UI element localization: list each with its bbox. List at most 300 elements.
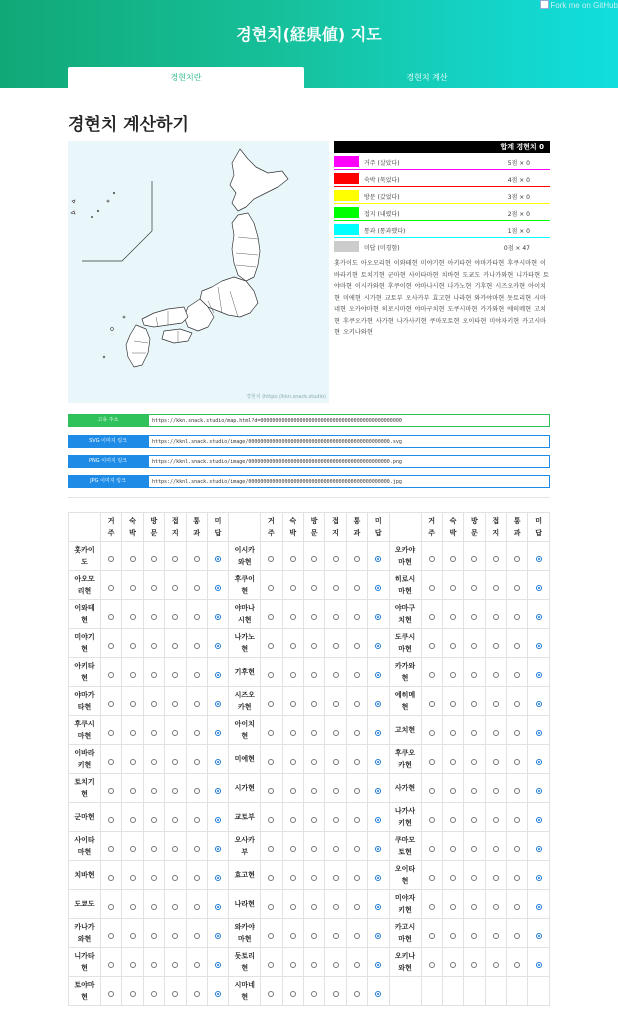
radio-option[interactable] — [130, 788, 136, 794]
radio-selected[interactable] — [536, 933, 542, 939]
radio-option[interactable] — [151, 556, 157, 562]
radio-selected[interactable] — [536, 962, 542, 968]
link-url-field[interactable] — [148, 455, 550, 468]
radio-option[interactable] — [290, 556, 296, 562]
radio-option[interactable] — [354, 585, 360, 591]
radio-option[interactable] — [108, 614, 114, 620]
radio-option[interactable] — [493, 643, 499, 649]
prefecture-name: 오키나와현 — [389, 948, 421, 977]
radio-option[interactable] — [290, 730, 296, 736]
radio-option[interactable] — [108, 991, 114, 997]
grid-cell — [346, 977, 367, 1006]
radio-option[interactable] — [268, 759, 274, 765]
radio-option[interactable] — [493, 730, 499, 736]
radio-option[interactable] — [194, 556, 200, 562]
radio-selected[interactable] — [536, 788, 542, 794]
radio-option[interactable] — [450, 759, 456, 765]
radio-selected[interactable] — [375, 556, 381, 562]
radio-option[interactable] — [108, 788, 114, 794]
radio-option[interactable] — [151, 730, 157, 736]
radio-option[interactable] — [108, 701, 114, 707]
radio-option[interactable] — [514, 875, 520, 881]
radio-option[interactable] — [108, 875, 114, 881]
radio-option[interactable] — [290, 614, 296, 620]
radio-selected[interactable] — [215, 759, 221, 765]
radio-option[interactable] — [151, 614, 157, 620]
radio-option[interactable] — [194, 614, 200, 620]
radio-option[interactable] — [493, 817, 499, 823]
radio-option[interactable] — [172, 962, 178, 968]
radio-selected[interactable] — [375, 788, 381, 794]
radio-option[interactable] — [493, 846, 499, 852]
radio-option[interactable] — [290, 585, 296, 591]
radio-option[interactable] — [354, 933, 360, 939]
radio-option[interactable] — [333, 962, 339, 968]
radio-option[interactable] — [429, 643, 435, 649]
radio-option[interactable] — [268, 643, 274, 649]
radio-option[interactable] — [333, 556, 339, 562]
radio-selected[interactable] — [375, 759, 381, 765]
radio-option[interactable] — [354, 672, 360, 678]
radio-option[interactable] — [354, 962, 360, 968]
radio-option[interactable] — [130, 585, 136, 591]
radio-option[interactable] — [429, 846, 435, 852]
radio-selected[interactable] — [536, 875, 542, 881]
radio-option[interactable] — [268, 817, 274, 823]
radio-option[interactable] — [429, 585, 435, 591]
radio-option[interactable] — [268, 730, 274, 736]
radio-option[interactable] — [311, 991, 317, 997]
radio-option[interactable] — [268, 991, 274, 997]
radio-option[interactable] — [493, 962, 499, 968]
radio-option[interactable] — [172, 788, 178, 794]
radio-selected[interactable] — [215, 730, 221, 736]
radio-option[interactable] — [429, 701, 435, 707]
radio-option[interactable] — [151, 788, 157, 794]
radio-option[interactable] — [172, 991, 178, 997]
grid-cell — [101, 716, 122, 745]
radio-selected[interactable] — [215, 875, 221, 881]
radio-selected[interactable] — [215, 643, 221, 649]
grid-cell — [261, 861, 282, 890]
radio-selected[interactable] — [536, 672, 542, 678]
radio-option[interactable] — [172, 846, 178, 852]
radio-option[interactable] — [354, 875, 360, 881]
radio-option[interactable] — [311, 672, 317, 678]
radio-option[interactable] — [108, 585, 114, 591]
radio-option[interactable] — [194, 962, 200, 968]
radio-option[interactable] — [268, 701, 274, 707]
radio-option[interactable] — [514, 585, 520, 591]
radio-option[interactable] — [130, 991, 136, 997]
radio-option[interactable] — [333, 904, 339, 910]
radio-option[interactable] — [194, 730, 200, 736]
radio-option[interactable] — [429, 904, 435, 910]
radio-option[interactable] — [354, 991, 360, 997]
radio-option[interactable] — [194, 759, 200, 765]
radio-selected[interactable] — [536, 701, 542, 707]
radio-option[interactable] — [429, 614, 435, 620]
radio-option[interactable] — [151, 701, 157, 707]
radio-option[interactable] — [194, 788, 200, 794]
radio-option[interactable] — [172, 759, 178, 765]
radio-option[interactable] — [471, 730, 477, 736]
radio-option[interactable] — [311, 643, 317, 649]
radio-option[interactable] — [311, 788, 317, 794]
radio-option[interactable] — [151, 817, 157, 823]
radio-option[interactable] — [194, 904, 200, 910]
radio-option[interactable] — [450, 672, 456, 678]
radio-option[interactable] — [268, 904, 274, 910]
radio-selected[interactable] — [215, 991, 221, 997]
radio-option[interactable] — [514, 788, 520, 794]
radio-selected[interactable] — [536, 817, 542, 823]
radio-option[interactable] — [493, 788, 499, 794]
radio-option[interactable] — [172, 701, 178, 707]
grid-cell — [442, 803, 463, 832]
radio-option[interactable] — [354, 701, 360, 707]
radio-option[interactable] — [471, 817, 477, 823]
legend-swatch — [334, 190, 359, 201]
radio-option[interactable] — [493, 759, 499, 765]
radio-option[interactable] — [151, 991, 157, 997]
radio-option[interactable] — [268, 614, 274, 620]
radio-selected[interactable] — [375, 962, 381, 968]
radio-option[interactable] — [450, 585, 456, 591]
radio-option[interactable] — [514, 643, 520, 649]
radio-selected[interactable] — [215, 672, 221, 678]
radio-option[interactable] — [151, 759, 157, 765]
radio-option[interactable] — [290, 962, 296, 968]
radio-selected[interactable] — [375, 933, 381, 939]
tab-calculate[interactable]: 경현치 계산 — [406, 73, 448, 82]
radio-option[interactable] — [172, 904, 178, 910]
radio-option[interactable] — [151, 672, 157, 678]
radio-option[interactable] — [429, 875, 435, 881]
radio-option[interactable] — [151, 904, 157, 910]
radio-selected[interactable] — [375, 701, 381, 707]
radio-option[interactable] — [354, 556, 360, 562]
radio-option[interactable] — [194, 991, 200, 997]
radio-option[interactable] — [333, 701, 339, 707]
radio-option[interactable] — [311, 730, 317, 736]
radio-option[interactable] — [471, 788, 477, 794]
radio-selected[interactable] — [536, 904, 542, 910]
radio-option[interactable] — [354, 614, 360, 620]
radio-option[interactable] — [311, 759, 317, 765]
radio-option[interactable] — [172, 585, 178, 591]
radio-option[interactable] — [354, 730, 360, 736]
radio-option[interactable] — [429, 556, 435, 562]
radio-option[interactable] — [290, 817, 296, 823]
radio-option[interactable] — [471, 672, 477, 678]
radio-option[interactable] — [268, 846, 274, 852]
radio-option[interactable] — [450, 875, 456, 881]
radio-option[interactable] — [333, 817, 339, 823]
radio-option[interactable] — [194, 701, 200, 707]
radio-option[interactable] — [429, 817, 435, 823]
radio-option[interactable] — [354, 817, 360, 823]
radio-option[interactable] — [108, 672, 114, 678]
radio-option[interactable] — [493, 556, 499, 562]
radio-option[interactable] — [151, 875, 157, 881]
radio-selected[interactable] — [215, 904, 221, 910]
radio-option[interactable] — [194, 875, 200, 881]
radio-option[interactable] — [450, 701, 456, 707]
radio-option[interactable] — [354, 788, 360, 794]
radio-selected[interactable] — [215, 701, 221, 707]
radio-option[interactable] — [290, 875, 296, 881]
radio-option[interactable] — [450, 556, 456, 562]
radio-option[interactable] — [311, 817, 317, 823]
radio-option[interactable] — [290, 904, 296, 910]
radio-option[interactable] — [333, 585, 339, 591]
radio-selected[interactable] — [375, 991, 381, 997]
github-fork-ribbon[interactable]: Fork me on GitHub — [540, 0, 618, 10]
radio-option[interactable] — [194, 817, 200, 823]
radio-option[interactable] — [268, 933, 274, 939]
radio-option[interactable] — [450, 614, 456, 620]
radio-option[interactable] — [450, 846, 456, 852]
radio-option[interactable] — [268, 875, 274, 881]
radio-option[interactable] — [471, 962, 477, 968]
radio-option[interactable] — [108, 933, 114, 939]
radio-option[interactable] — [290, 701, 296, 707]
radio-option[interactable] — [429, 933, 435, 939]
radio-option[interactable] — [354, 846, 360, 852]
radio-option[interactable] — [108, 730, 114, 736]
radio-option[interactable] — [514, 904, 520, 910]
radio-option[interactable] — [354, 759, 360, 765]
radio-option[interactable] — [471, 846, 477, 852]
radio-option[interactable] — [429, 788, 435, 794]
radio-option[interactable] — [333, 875, 339, 881]
radio-option[interactable] — [130, 933, 136, 939]
radio-option[interactable] — [493, 672, 499, 678]
radio-option[interactable] — [194, 846, 200, 852]
radio-option[interactable] — [450, 904, 456, 910]
radio-selected[interactable] — [536, 556, 542, 562]
radio-option[interactable] — [172, 643, 178, 649]
radio-option[interactable] — [429, 759, 435, 765]
radio-option[interactable] — [333, 730, 339, 736]
radio-selected[interactable] — [536, 759, 542, 765]
radio-option[interactable] — [493, 904, 499, 910]
radio-option[interactable] — [172, 614, 178, 620]
radio-selected[interactable] — [375, 643, 381, 649]
radio-option[interactable] — [194, 933, 200, 939]
grid-cell — [346, 948, 367, 977]
radio-selected[interactable] — [375, 672, 381, 678]
radio-option[interactable] — [333, 846, 339, 852]
radio-option[interactable] — [471, 643, 477, 649]
radio-option[interactable] — [429, 730, 435, 736]
radio-option[interactable] — [514, 962, 520, 968]
radio-option[interactable] — [514, 933, 520, 939]
radio-option[interactable] — [130, 556, 136, 562]
radio-selected[interactable] — [375, 846, 381, 852]
radio-option[interactable] — [493, 701, 499, 707]
radio-option[interactable] — [268, 788, 274, 794]
radio-option[interactable] — [290, 788, 296, 794]
link-url-field[interactable] — [148, 435, 550, 448]
radio-option[interactable] — [130, 614, 136, 620]
radio-option[interactable] — [311, 904, 317, 910]
radio-option[interactable] — [493, 614, 499, 620]
radio-option[interactable] — [311, 585, 317, 591]
grid-cell — [304, 832, 325, 861]
radio-option[interactable] — [514, 701, 520, 707]
radio-option[interactable] — [471, 614, 477, 620]
radio-option[interactable] — [130, 875, 136, 881]
radio-option[interactable] — [108, 556, 114, 562]
radio-option[interactable] — [311, 875, 317, 881]
radio-option[interactable] — [268, 556, 274, 562]
radio-option[interactable] — [108, 846, 114, 852]
radio-option[interactable] — [151, 846, 157, 852]
radio-option[interactable] — [172, 672, 178, 678]
radio-selected[interactable] — [375, 614, 381, 620]
radio-option[interactable] — [268, 962, 274, 968]
radio-option[interactable] — [514, 846, 520, 852]
radio-option[interactable] — [130, 643, 136, 649]
radio-option[interactable] — [493, 585, 499, 591]
radio-selected[interactable] — [215, 846, 221, 852]
radio-option[interactable] — [130, 846, 136, 852]
radio-selected[interactable] — [215, 788, 221, 794]
radio-selected[interactable] — [536, 846, 542, 852]
radio-option[interactable] — [108, 817, 114, 823]
radio-option[interactable] — [130, 730, 136, 736]
radio-option[interactable] — [354, 904, 360, 910]
radio-option[interactable] — [514, 556, 520, 562]
radio-option[interactable] — [130, 672, 136, 678]
radio-option[interactable] — [450, 817, 456, 823]
radio-option[interactable] — [333, 759, 339, 765]
radio-option[interactable] — [290, 672, 296, 678]
radio-option[interactable] — [471, 701, 477, 707]
radio-option[interactable] — [130, 904, 136, 910]
radio-option[interactable] — [151, 933, 157, 939]
radio-option[interactable] — [194, 643, 200, 649]
radio-option[interactable] — [290, 759, 296, 765]
radio-option[interactable] — [268, 672, 274, 678]
radio-option[interactable] — [172, 556, 178, 562]
radio-option[interactable] — [130, 962, 136, 968]
radio-option[interactable] — [333, 788, 339, 794]
japan-map[interactable] — [68, 141, 329, 403]
radio-selected[interactable] — [375, 817, 381, 823]
radio-option[interactable] — [514, 672, 520, 678]
radio-option[interactable] — [151, 643, 157, 649]
radio-option[interactable] — [108, 904, 114, 910]
radio-selected[interactable] — [215, 962, 221, 968]
link-url-field[interactable] — [148, 414, 550, 427]
radio-selected[interactable] — [536, 614, 542, 620]
radio-option[interactable] — [333, 614, 339, 620]
radio-selected[interactable] — [215, 933, 221, 939]
radio-option[interactable] — [333, 672, 339, 678]
link-url-field[interactable] — [148, 475, 550, 488]
radio-option[interactable] — [514, 730, 520, 736]
radio-option[interactable] — [151, 585, 157, 591]
radio-option[interactable] — [311, 701, 317, 707]
radio-option[interactable] — [151, 962, 157, 968]
radio-option[interactable] — [130, 759, 136, 765]
radio-option[interactable] — [471, 556, 477, 562]
japan-map-svg[interactable] — [68, 141, 329, 403]
radio-option[interactable] — [311, 556, 317, 562]
radio-option[interactable] — [290, 991, 296, 997]
radio-option[interactable] — [108, 759, 114, 765]
radio-option[interactable] — [429, 962, 435, 968]
radio-option[interactable] — [450, 643, 456, 649]
radio-selected[interactable] — [215, 817, 221, 823]
tab-about[interactable]: 경현치란 — [68, 67, 304, 88]
radio-option[interactable] — [290, 933, 296, 939]
grid-column-header: 통과 — [346, 513, 367, 542]
radio-option[interactable] — [471, 759, 477, 765]
radio-option[interactable] — [311, 933, 317, 939]
radio-option[interactable] — [172, 933, 178, 939]
radio-option[interactable] — [450, 730, 456, 736]
radio-option[interactable] — [311, 614, 317, 620]
radio-option[interactable] — [471, 904, 477, 910]
radio-option[interactable] — [450, 933, 456, 939]
radio-option[interactable] — [130, 817, 136, 823]
radio-option[interactable] — [493, 875, 499, 881]
radio-selected[interactable] — [375, 585, 381, 591]
radio-option[interactable] — [194, 585, 200, 591]
radio-option[interactable] — [130, 701, 136, 707]
radio-option[interactable] — [514, 817, 520, 823]
radio-option[interactable] — [268, 585, 274, 591]
radio-option[interactable] — [450, 962, 456, 968]
radio-selected[interactable] — [536, 730, 542, 736]
radio-option[interactable] — [194, 672, 200, 678]
radio-option[interactable] — [333, 991, 339, 997]
radio-selected[interactable] — [375, 904, 381, 910]
radio-option[interactable] — [471, 585, 477, 591]
radio-option[interactable] — [333, 933, 339, 939]
radio-option[interactable] — [172, 730, 178, 736]
radio-option[interactable] — [311, 962, 317, 968]
radio-option[interactable] — [172, 875, 178, 881]
radio-option[interactable] — [429, 672, 435, 678]
radio-option[interactable] — [450, 788, 456, 794]
radio-option[interactable] — [290, 846, 296, 852]
radio-selected[interactable] — [215, 614, 221, 620]
radio-option[interactable] — [471, 933, 477, 939]
radio-selected[interactable] — [375, 730, 381, 736]
radio-selected[interactable] — [215, 556, 221, 562]
radio-selected[interactable] — [536, 643, 542, 649]
radio-option[interactable] — [333, 643, 339, 649]
radio-option[interactable] — [354, 643, 360, 649]
radio-option[interactable] — [108, 962, 114, 968]
radio-selected[interactable] — [215, 585, 221, 591]
radio-option[interactable] — [108, 643, 114, 649]
radio-option[interactable] — [514, 759, 520, 765]
radio-option[interactable] — [172, 817, 178, 823]
radio-option[interactable] — [311, 846, 317, 852]
radio-option[interactable] — [514, 614, 520, 620]
radio-selected[interactable] — [375, 875, 381, 881]
radio-option[interactable] — [290, 643, 296, 649]
radio-option[interactable] — [471, 875, 477, 881]
radio-option[interactable] — [493, 933, 499, 939]
radio-selected[interactable] — [536, 585, 542, 591]
